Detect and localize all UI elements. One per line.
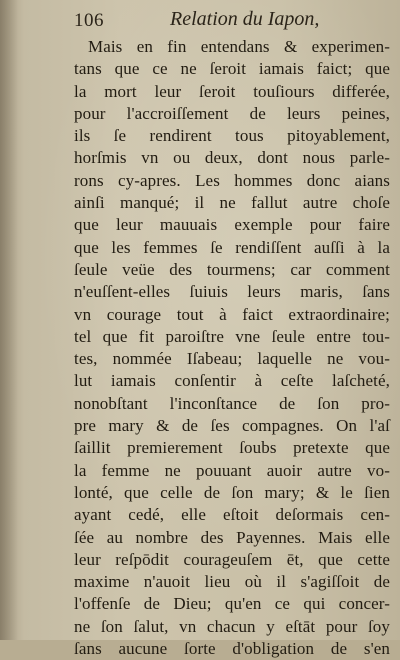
text-line: lonté, que celle de ſon mary; & le ſien bbox=[74, 482, 390, 502]
text-line: pre mary & de ſes compagnes. On l'aſ bbox=[74, 416, 390, 436]
running-title: Relation du Iapon, bbox=[170, 8, 320, 30]
text-line: ſans aucune ſorte d'obligation de s'en bbox=[74, 639, 390, 659]
text-line: ils ſe rendirent tous pitoyablement, bbox=[74, 126, 390, 146]
text-line: tes, nommée Iſabeau; laquelle ne vou- bbox=[74, 349, 390, 369]
text-line: ne ſon ſalut, vn chacun y eſtāt pour ſoy bbox=[74, 616, 390, 636]
gutter-shadow bbox=[0, 0, 18, 640]
text-line: horſmis vn ou deux, dont nous parle- bbox=[74, 148, 390, 168]
text-line: nonobſtant l'inconſtance de ſon pro- bbox=[74, 393, 390, 413]
text-line: la femme ne pouuant auoir autre vo- bbox=[74, 460, 390, 480]
text-line: Mais en fin entendans & experimen- bbox=[88, 37, 390, 56]
text-line: ſée au nombre des Payennes. Mais elle bbox=[74, 527, 390, 547]
text-line: rons cy-apres. Les hommes donc aians bbox=[74, 170, 390, 190]
text-line: vn courage tout à faict extraordinaire; bbox=[74, 304, 390, 324]
text-line: n'euſſent-elles ſuiuis leurs maris, ſans bbox=[74, 282, 390, 302]
text-line: ayant cedé, elle eſtoit deſormais cen- bbox=[74, 505, 390, 525]
text-line: lut iamais conſentir à ceſte laſcheté, bbox=[74, 371, 390, 391]
text-line: ſeule veüe des tourmens; car comment bbox=[74, 259, 390, 279]
text-line: tans que ce ne ſeroit iamais faict; que bbox=[74, 59, 390, 79]
text-line: que les femmes ſe rendiſſent auſſi à la bbox=[74, 237, 390, 257]
text-line: ſaillit premierement ſoubs pretexte que bbox=[74, 438, 390, 458]
body-text bbox=[74, 36, 390, 660]
text-line: que leur mauuais exemple pour faire bbox=[74, 215, 390, 235]
text-line: pour l'accroiſſement de leurs peines, bbox=[74, 103, 390, 123]
text-line: ainſi manqué; il ne fallut autre choſe bbox=[74, 193, 390, 213]
page-number: 106 bbox=[74, 10, 104, 31]
text-line: leur reſpōdit courageuſem ēt, que cette bbox=[74, 549, 390, 569]
text-line: tel que fit paroiſtre vne ſeule entre tou- bbox=[74, 326, 390, 346]
text-line: maxime n'auoit lieu où il s'agiſſoit de bbox=[74, 572, 390, 592]
page-header bbox=[74, 6, 374, 36]
text-line: l'offenſe de Dieu; qu'en ce qui concer- bbox=[74, 594, 390, 614]
text-line: la mort leur ſeroit touſiours differée, bbox=[74, 81, 390, 101]
